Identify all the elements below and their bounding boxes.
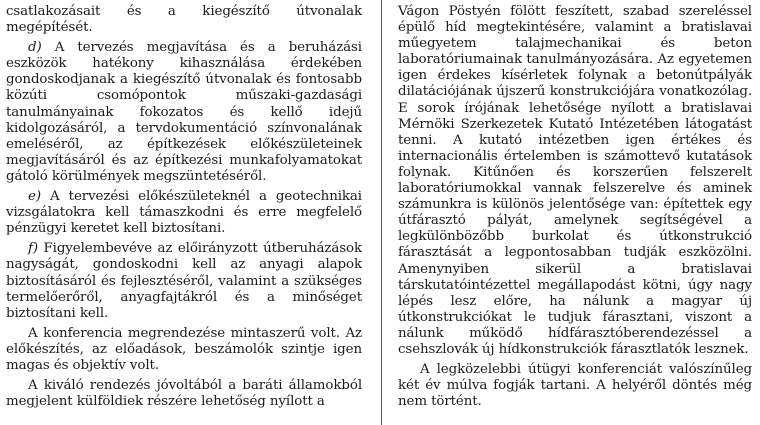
- column-divider: [381, 0, 382, 425]
- list-marker: f): [28, 241, 38, 257]
- paragraph-organization: [6, 378, 362, 410]
- paragraph-text: Vágon Pöstyén fölött feszített, szabad szereléssel épülő híd megtekintésére, valamint a bratislavai műegyetem talajmechanikai és beton laboratóriumainak tanulmányozására. Az egyetemen igen érdekes kísérletek folynak a betonútpályák dilatációjának újszerű konstrukciójára vonatkozólag. E sorok írójának lehetősége nyílott a bratislavai Mérnöki Szerkezetek Kutató Intézetében látogatást tenni. A kutató intézetben igen értékes és internacionális értelemben is számottevő kutatások folynak. Kitűnően és korszerűen felszerelt laboratóriumokkal vannak felszerelve és aminek számunkra is különös jelentősége van: építettek egy útfárasztó pályát, amelynek segítségével a legkülönbözőbb burkolat és útkonstrukció fárasztását a legpontosabban tudják eszközölni. Amenynyiben sikerül a bratislavai társkutatóintézettel megállapodást kötni, úgy nagy lépés lesz előre, ha nálunk a magyar új útkonstrukciókat le tudjuk fárasztani, viszont a nálunk működő hídfárasztóberendezéssel a csehszlovák új hídkonstrukciók fárasztlatók lesznek.: [398, 4, 752, 357]
- paragraph-text: Figyelembevéve az előirányzott útberuházások nagyságát, gondoskodni kell az anyagi alapok biztosításáról és fejlesztéséről, valamint a szükséges termelőerőről, anyagfajtákról és a minőséget biztosítani kell.: [6, 241, 362, 321]
- paragraph-conference: [6, 326, 362, 374]
- paragraph-text: A konferencia megrendezése mintaszerű volt. Az előkészítés, az előadások, beszámolók szintje igen magas és objektív volt.: [6, 325, 362, 373]
- paragraph-text: A tervezés megjavítása és a beruházási eszközök hatékony kihasználása érdekében gondoskodjanak a kiegészítő útvonalak és fontosabb közúti csomópontok műszaki-gazdasági tanulmányainak fokozatos és kellő idejű kidolgozásáról, a tervdokumentáció színvonalának emeléséről, az építkezések előkészületeinek megjavításáról és az építkezési munkafolyamatokat gátoló körülmények megszüntetéséről.: [6, 40, 362, 184]
- list-marker: e): [28, 189, 41, 205]
- list-marker: d): [28, 40, 42, 56]
- paragraph-text: A tervezési előkészületeknél a geotechnikai vizsgálatokra kell támaszkodni és erre megfelelő pénzügyi keretet kell biztosítani.: [6, 189, 362, 237]
- paragraph-f: [6, 241, 362, 321]
- paragraph-e: [6, 189, 362, 237]
- paragraph-d: [6, 40, 362, 185]
- right-column: [398, 4, 752, 410]
- left-column: [6, 4, 362, 410]
- paragraph-text: A legközelebbi útügyi konferenciát valószínűleg két év múlva fogják tartani. A helyéről döntés még nem történt.: [398, 362, 752, 410]
- paragraph-text: csatlakozásait és a kiegészítő útvonalak megépítését.: [6, 4, 362, 36]
- paragraph-continuation: [6, 4, 362, 36]
- paragraph-next-conference: [398, 362, 752, 410]
- paragraph-continuation: [398, 4, 752, 358]
- paragraph-text: A kiváló rendezés jóvoltából a baráti államokból megjelent külföldiek részére lehetőség nyílott a: [6, 378, 362, 410]
